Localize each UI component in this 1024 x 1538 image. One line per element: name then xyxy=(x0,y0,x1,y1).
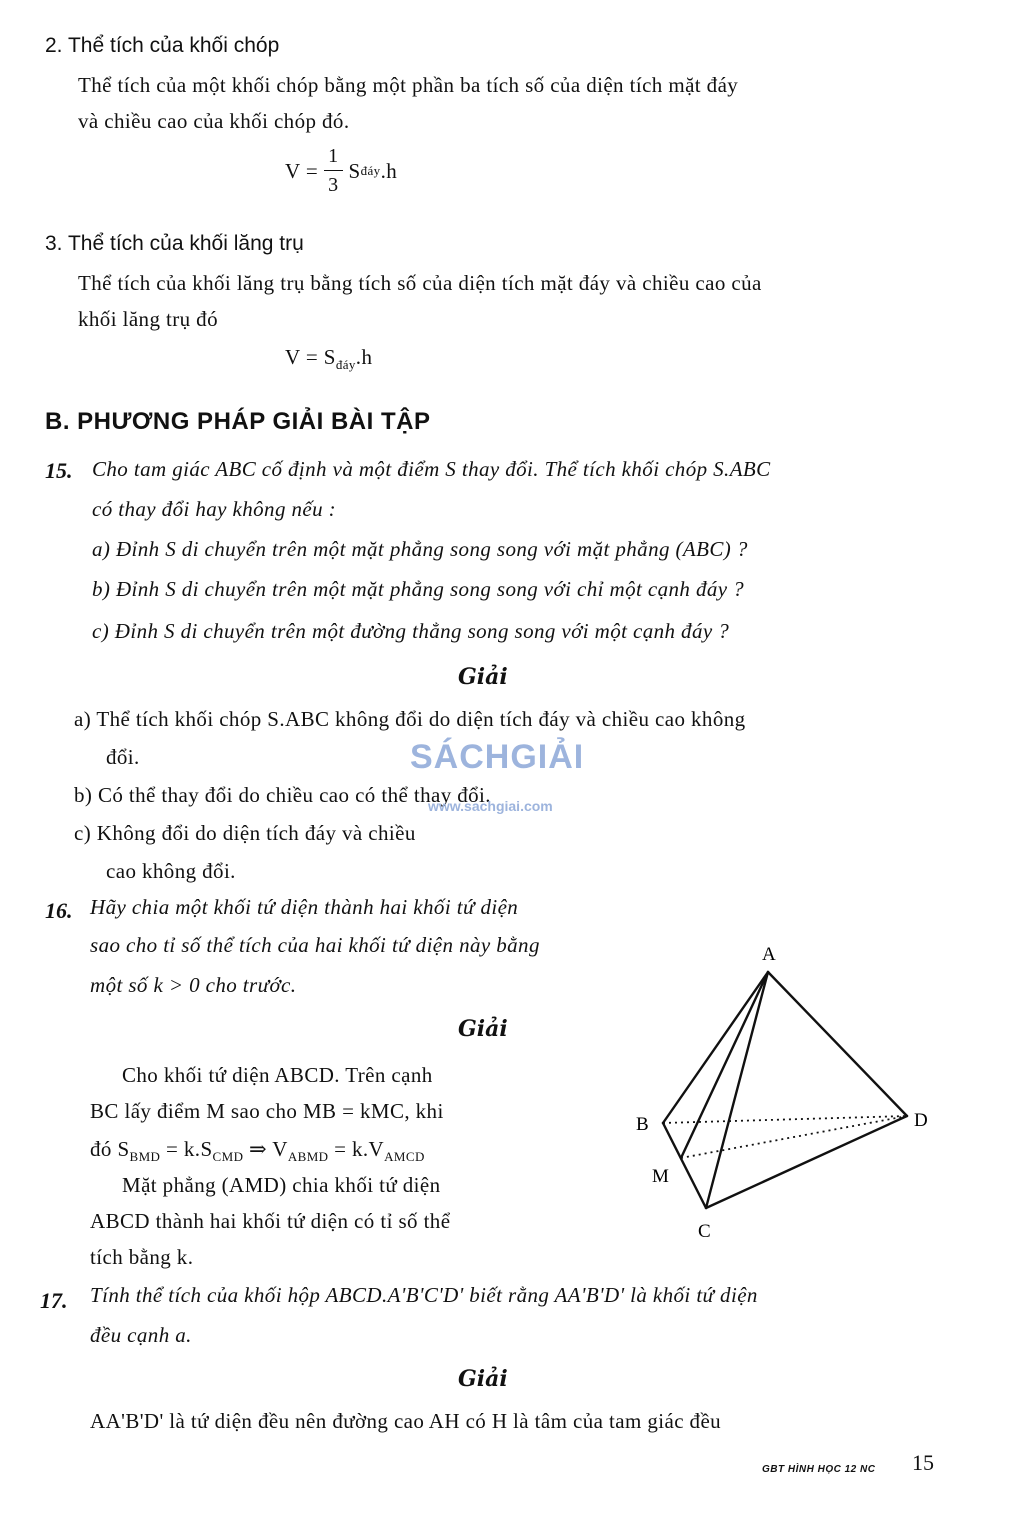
section-3-formula xyxy=(285,338,372,384)
sol3-sub-3: ABMD xyxy=(287,1149,329,1165)
problem-15-line-2: có thay đổi hay không nếu : xyxy=(92,497,337,521)
problem-16-line-1: Hãy chia một khối tứ diện thành hai khối tứ diện xyxy=(90,895,519,919)
section-2-line-1: Thể tích của một khối chóp bằng một phần ba tích số của diện tích mặt đáy xyxy=(78,73,739,97)
problem-15-line-1: Cho tam giác ABC cố định và một điểm S thay đổi. Thể tích khối chóp S.ABC xyxy=(92,457,771,481)
point-label-M: M xyxy=(652,1166,669,1187)
problem-16-solution-6: tích bằng k. xyxy=(90,1245,194,1269)
section-2-title: 2. Thể tích của khối chóp xyxy=(45,34,280,57)
edge-AM xyxy=(681,972,768,1158)
problem-16-solution-4: Mặt phẳng (AMD) chia khối tứ diện xyxy=(122,1173,441,1197)
section-2-formula xyxy=(285,142,397,199)
sol3-part-c: ⇒ V xyxy=(243,1137,288,1161)
formula-h: .h xyxy=(380,158,398,183)
problem-16-solution-2: BC lấy điểm M sao cho MB = kMC, khi xyxy=(90,1099,444,1123)
formula-V: V = S xyxy=(285,345,336,369)
problem-16-solution-heading: Giải xyxy=(458,1016,508,1042)
formula-sub: đáy xyxy=(360,162,381,178)
section-3-line-2: khối lăng trụ đó xyxy=(78,307,218,331)
vertex-label-C: C xyxy=(698,1221,711,1242)
problem-16-number: 16. xyxy=(45,898,73,923)
formula-fraction xyxy=(324,142,342,199)
formula-sub: đáy xyxy=(335,357,356,373)
problem-15-number: 15. xyxy=(45,458,73,483)
problem-15-solution-a-2: đổi. xyxy=(106,745,140,769)
problem-15-option-b: b) Đỉnh S di chuyển trên một mặt phẳng song song với chỉ một cạnh đáy ? xyxy=(92,577,745,601)
footer-book-label: GBT HÌNH HỌC 12 NC xyxy=(762,1464,876,1475)
problem-15-solution-c-2: cao không đổi. xyxy=(106,859,236,883)
problem-15-solution-a-1: a) Thể tích khối chóp S.ABC không đổi do diện tích đáy và chiều cao không xyxy=(74,707,746,731)
vertex-label-D: D xyxy=(914,1110,928,1131)
problem-16-line-2: sao cho tỉ số thể tích của hai khối tứ diện này bằng xyxy=(90,933,540,957)
formula-h: .h xyxy=(355,345,373,369)
sol3-sub-4: AMCD xyxy=(384,1149,425,1165)
problem-15-solution-b: b) Có thể thay đổi do chiều cao có thể thay đổi. xyxy=(74,783,491,807)
fraction-denominator: 3 xyxy=(328,174,339,196)
problem-17-number: 17. xyxy=(40,1288,68,1313)
problem-16-line-3: một số k > 0 cho trước. xyxy=(90,973,297,997)
problem-15-option-a: a) Đỉnh S di chuyển trên một mặt phẳng song song với mặt phẳng (ABC) ? xyxy=(92,537,748,561)
sol3-part-d: = k.V xyxy=(328,1137,385,1161)
section-3-title: 3. Thể tích của khối lăng trụ xyxy=(45,232,304,255)
sol3-sub-2: CMD xyxy=(212,1149,244,1165)
edge-CD xyxy=(706,1116,907,1208)
vertex-label-B: B xyxy=(636,1114,649,1135)
sol3-part-a: đó S xyxy=(90,1137,130,1161)
edge-AD xyxy=(768,972,907,1116)
problem-15-solution-heading: Giải xyxy=(458,664,508,690)
formula-S: S xyxy=(348,158,361,183)
problem-15-option-c: c) Đỉnh S di chuyển trên một đường thẳng song song với một cạnh đáy ? xyxy=(92,619,730,643)
section-2-line-2: và chiều cao của khối chóp đó. xyxy=(78,109,350,133)
problem-17-line-2: đều cạnh a. xyxy=(90,1323,192,1347)
edge-BC xyxy=(663,1123,706,1208)
tetrahedron-figure xyxy=(620,940,950,1250)
problem-15-solution-c-1: c) Không đổi do diện tích đáy và chiều xyxy=(74,821,416,845)
vertex-label-A: A xyxy=(762,944,776,965)
problem-17-line-1: Tính thể tích của khối hộp ABCD.A'B'C'D' biết rằng AA'B'D' là khối tứ diện xyxy=(90,1283,758,1307)
problem-16-solution-5: ABCD thành hai khối tứ diện có tỉ số thể xyxy=(90,1209,451,1233)
sol3-sub-1: BMD xyxy=(129,1149,161,1165)
section-b-title: B. PHƯƠNG PHÁP GIẢI BÀI TẬP xyxy=(45,408,431,435)
edge-AB xyxy=(663,972,768,1123)
edge-AC xyxy=(706,972,768,1208)
page-number: 15 xyxy=(912,1450,934,1475)
watermark-url: www.sachgiai.com xyxy=(428,798,553,814)
section-3-line-1: Thể tích của khối lăng trụ bằng tích số của diện tích mặt đáy và chiều cao của xyxy=(78,271,762,295)
problem-16-solution-1: Cho khối tứ diện ABCD. Trên cạnh xyxy=(122,1063,433,1087)
hidden-edge-MD xyxy=(681,1116,907,1158)
problem-17-solution-1: AA'B'D' là tứ diện đều nên đường cao AH có H là tâm của tam giác đều xyxy=(90,1409,722,1433)
watermark-logo: SÁCHGIẢI xyxy=(410,738,585,776)
sol3-part-b: = k.S xyxy=(160,1137,213,1161)
formula-lhs: V = xyxy=(285,158,319,183)
fraction-numerator: 1 xyxy=(324,142,342,171)
problem-17-solution-heading: Giải xyxy=(458,1366,508,1392)
